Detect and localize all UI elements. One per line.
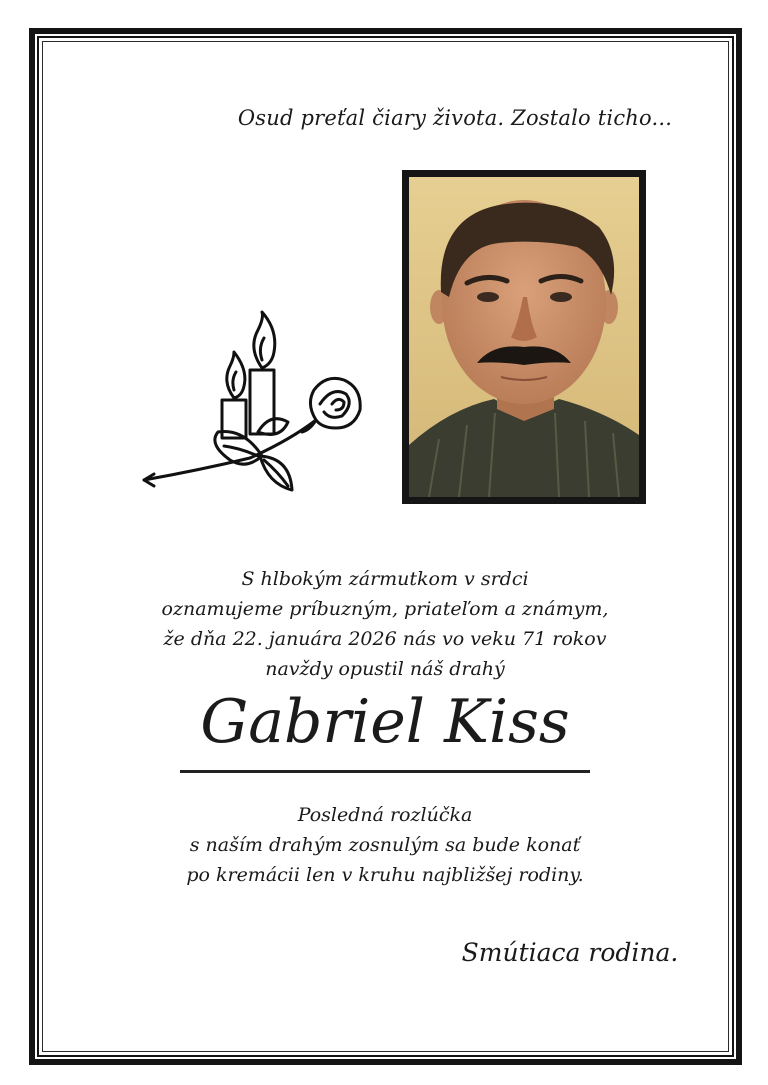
announcement-line: navždy opustil náš drahý	[265, 658, 505, 680]
motto-line: Osud preťal čiary života. Zostalo ticho...	[237, 106, 673, 130]
portrait-photo-frame	[402, 170, 646, 504]
announcement-line: S hlbokým zármutkom v srdci	[241, 568, 529, 590]
farewell-line: po kremácii len v kruhu najbližšej rodiny.	[186, 864, 584, 886]
family-signature: Smútiaca rodina.	[461, 938, 679, 967]
portrait-photo	[409, 177, 639, 497]
farewell-text	[150, 800, 620, 890]
farewell-line: s naším drahým zosnulým sa bude konať	[189, 834, 581, 856]
candles-and-rose-icon	[140, 308, 368, 500]
announcement-text	[150, 564, 620, 684]
deceased-name: Gabriel Kiss	[200, 687, 570, 757]
portrait-illustration	[409, 177, 639, 497]
name-underline	[180, 770, 590, 773]
announcement-line: že dňa 22. januára 2026 nás vo veku 71 rokov	[163, 628, 607, 650]
announcement-line: oznamujeme príbuzným, priateľom a známym,	[161, 598, 609, 620]
farewell-line: Posledná rozlúčka	[297, 804, 473, 826]
